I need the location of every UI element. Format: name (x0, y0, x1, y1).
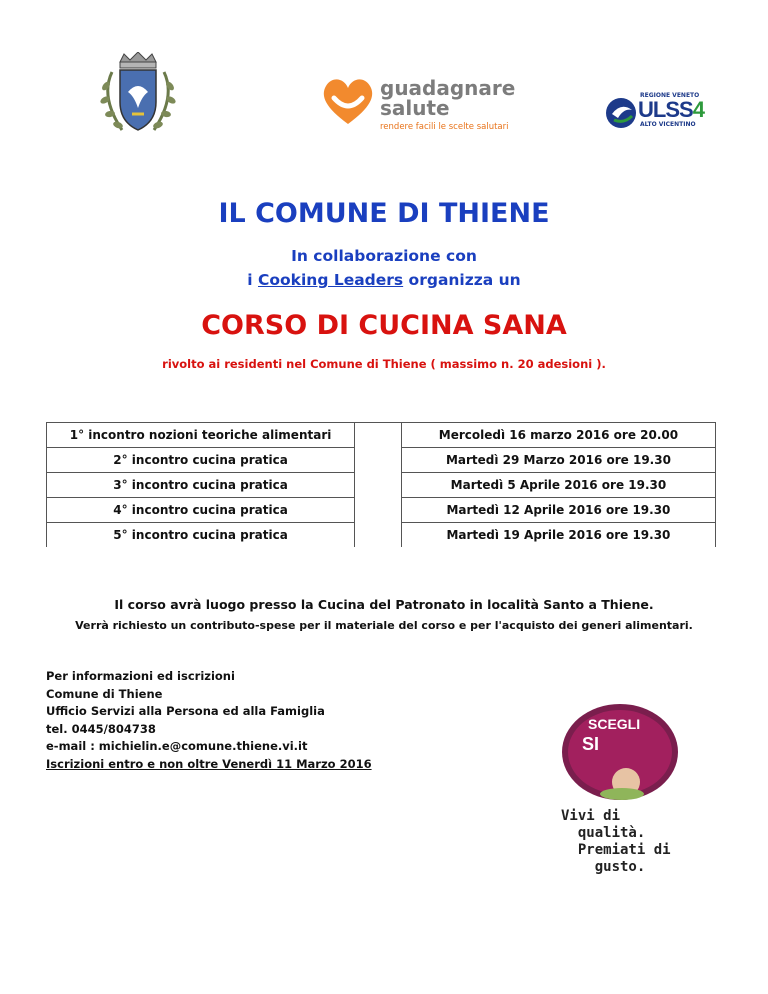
schedule-event: 5° incontro cucina pratica (47, 523, 355, 548)
info-line: Per informazioni ed iscrizioni (46, 669, 235, 683)
guadagnare-salute-logo (320, 74, 520, 138)
info-email: e-mail : michielin.e@comune.thiene.vi.it (46, 739, 308, 754)
slogan-line: Vivi di (561, 808, 621, 824)
schedule-event: 3° incontro cucina pratica (47, 473, 355, 498)
badge-scegli-text: SCEGLI (588, 716, 641, 732)
table-row (47, 523, 716, 548)
schedule-date: Martedì 19 Aprile 2016 ore 19.30 (401, 523, 715, 548)
schedule-date: Martedì 29 Marzo 2016 ore 19.30 (401, 448, 715, 473)
slogan (561, 808, 671, 876)
schedule-table (46, 422, 716, 547)
slogan-line: Premiati di (561, 842, 671, 858)
ulss-region: REGIONE VENETO (640, 92, 700, 99)
logo-bar (0, 0, 768, 150)
contribution-text: Verrà richiesto un contributo-spese per il materiale del corso e per l'acquisto dei generi alimentari. (75, 619, 693, 632)
ulss-name: ULSS4 (638, 97, 704, 122)
schedule-event: 4° incontro cucina pratica (47, 498, 355, 523)
table-row (47, 448, 716, 473)
course-subtitle: rivolto ai residenti nel Comune di Thiene ( massimo n. 20 adesioni ). (162, 357, 606, 371)
slogan-line: qualità. (561, 825, 646, 841)
schedule-date: Martedì 5 Aprile 2016 ore 19.30 (401, 473, 715, 498)
contact-info (46, 668, 372, 774)
schedule-event: 1° incontro nozioni teoriche alimentari (47, 423, 355, 448)
table-row (47, 423, 716, 448)
registration-deadline: Iscrizioni entro e non oltre Venerdì 11 Marzo 2016 (46, 756, 372, 771)
info-line: Comune di Thiene (46, 686, 163, 701)
course-title: CORSO DI CUCINA SANA (201, 310, 567, 341)
ulss-swirl-icon (604, 96, 638, 130)
table-row (47, 473, 716, 498)
venue-text: Il corso avrà luogo presso la Cucina del Patronato in località Santo a Thiene. (114, 597, 654, 612)
info-line: Ufficio Servizi alla Persona ed alla Famiglia (46, 704, 325, 719)
badge-si-text: SI (582, 734, 600, 754)
scegli-badge (560, 702, 680, 802)
town-crest-icon (92, 52, 184, 138)
table-row (47, 498, 716, 523)
info-phone: tel. 0445/804738 (46, 721, 156, 736)
ulss-area: ALTO VICENTINO (640, 121, 696, 128)
page-subtitle: In collaborazione con i Cooking Leaders organizza un (247, 247, 521, 289)
cooking-leaders-text: Cooking Leaders (258, 271, 404, 289)
schedule-date: Martedì 12 Aprile 2016 ore 19.30 (401, 498, 715, 523)
heart-smile-icon (320, 74, 376, 126)
ulss-logo (604, 92, 714, 132)
guadagnare-salute-tagline: rendere facili le scelte salutari (380, 122, 509, 132)
page-title: IL COMUNE DI THIENE (218, 198, 550, 229)
schedule-date: Mercoledì 16 marzo 2016 ore 20.00 (401, 423, 715, 448)
slogan-line: gusto. (561, 859, 646, 875)
guadagnare-salute-name: guadagnare salute (380, 76, 516, 120)
schedule-event: 2° incontro cucina pratica (47, 448, 355, 473)
